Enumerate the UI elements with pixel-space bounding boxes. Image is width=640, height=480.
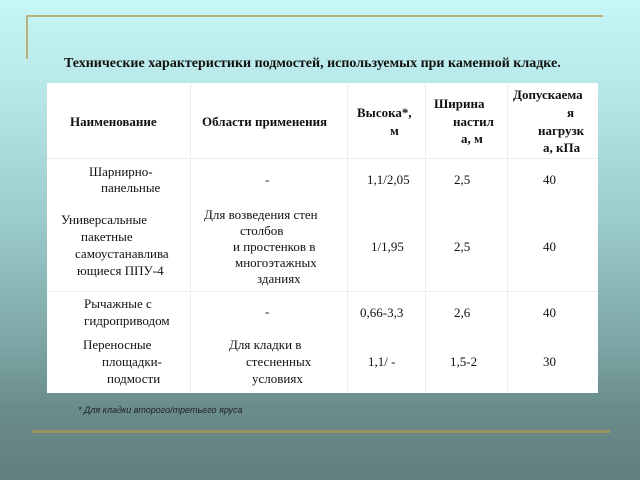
row2-name-2: пакетные	[81, 229, 133, 244]
footnote: * Для кладки второго/третьего яруса	[78, 405, 243, 415]
row1-width: 2,5	[454, 172, 471, 187]
header-height-1: Высока*,	[357, 105, 412, 120]
decorative-bottom-line	[32, 430, 610, 433]
header-application: Области применения	[202, 114, 328, 129]
header-width-2: настил	[453, 114, 494, 129]
row4-load: 30	[543, 354, 556, 369]
row4-name-2: площадки-	[102, 354, 162, 369]
row4-application-3: условиях	[252, 371, 303, 386]
row2-name-3: самоустанавлива	[75, 246, 169, 261]
row3-name-1: Рычажные с	[84, 296, 152, 311]
header-name: Наименование	[70, 114, 157, 129]
row-divider	[47, 291, 598, 292]
row1-load: 40	[543, 172, 556, 187]
header-load-4: а, кПа	[543, 140, 581, 155]
decorative-top-line	[26, 15, 603, 17]
column-divider	[190, 83, 191, 393]
row2-application-3: и простенков в	[233, 239, 316, 254]
column-divider	[347, 83, 348, 393]
row1-name-1: Шарнирно-	[89, 164, 153, 179]
header-divider	[47, 158, 598, 159]
row3-application: -	[265, 304, 270, 319]
row4-application-1: Для кладки в	[229, 337, 302, 352]
page-title: Технические характеристики подмостей, используемых при каменной кладке.	[64, 56, 561, 71]
decorative-left-line	[26, 15, 28, 59]
header-load-1: Допускаема	[513, 87, 583, 102]
row1-application: -	[265, 172, 270, 187]
header-width-3: а, м	[461, 131, 483, 146]
row1-name-2: панельные	[101, 180, 161, 195]
row4-width: 1,5-2	[450, 354, 478, 369]
row2-application-1: Для возведения стен	[204, 207, 318, 222]
column-divider	[507, 83, 508, 393]
header-load-2: я	[567, 105, 575, 120]
row2-load: 40	[543, 239, 556, 254]
row4-height: 1,1/ -	[368, 354, 396, 369]
header-height-2: м	[390, 123, 399, 138]
column-divider	[425, 83, 426, 393]
row4-name-3: подмости	[107, 371, 161, 386]
row4-application-2: стесненных	[246, 354, 312, 369]
header-width-1: Ширина	[434, 96, 485, 111]
row1-height: 1,1/2,05	[367, 172, 410, 187]
row2-name-4: ющиеся ППУ-4	[77, 263, 164, 278]
row2-application-4: многоэтажных	[235, 255, 317, 270]
row3-width: 2,6	[454, 305, 471, 320]
row2-width: 2,5	[454, 239, 471, 254]
row4-name-1: Переносные	[83, 337, 152, 352]
header-load-3: нагрузк	[538, 123, 585, 138]
row3-height: 0,66-3,3	[360, 305, 404, 320]
row2-name-1: Универсальные	[61, 212, 147, 227]
specs-table	[47, 83, 598, 393]
row2-application-5: зданиях	[257, 271, 301, 286]
row3-load: 40	[543, 305, 556, 320]
row2-application-2: столбов	[240, 223, 284, 238]
row2-height: 1/1,95	[371, 239, 404, 254]
row3-name-2: гидроприводом	[84, 313, 170, 328]
